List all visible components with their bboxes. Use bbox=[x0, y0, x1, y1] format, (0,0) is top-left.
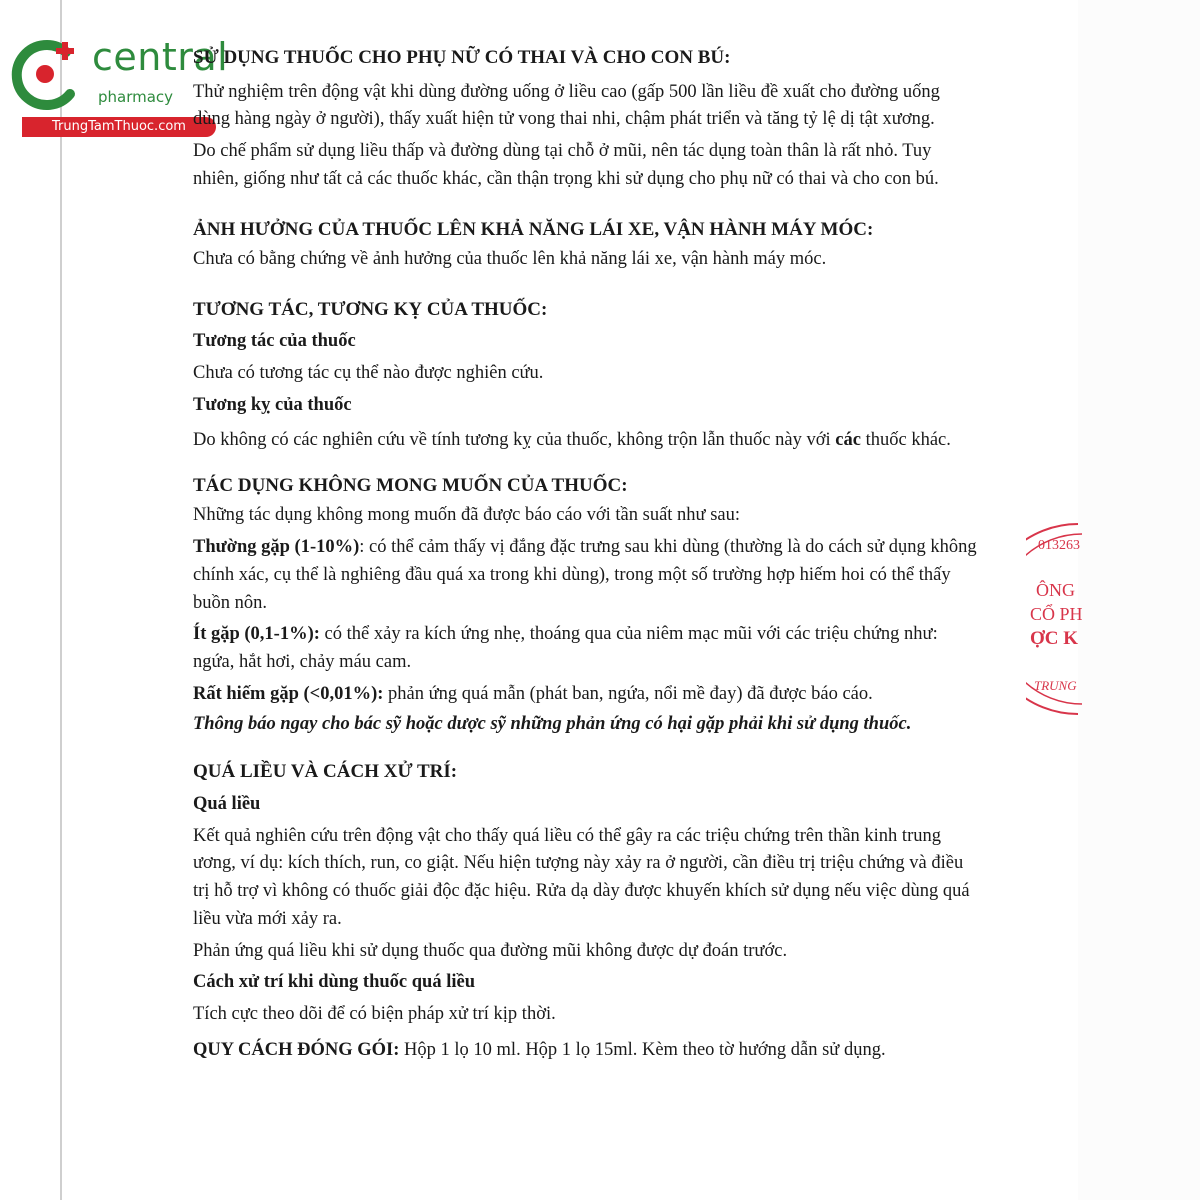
incompatibility-subtitle: Tương kỵ của thuốc bbox=[193, 394, 352, 415]
overdose-subtitle: Quá liều bbox=[193, 793, 261, 814]
side-effects-warning: Thông báo ngay cho bác sỹ hoặc dược sỹ những phản ứng có hại gặp phải khi sử dụng thuốc. bbox=[193, 713, 912, 734]
incompatibility-text-c: thuốc khác. bbox=[860, 429, 951, 450]
common-label: Thường gặp (1-10%) bbox=[193, 537, 360, 558]
rare-label: Rất hiếm gặp (<0,01%): bbox=[193, 683, 384, 704]
uncommon-text: có thể xảy ra kích ứng nhẹ, thoáng qua của niêm mạc mũi với các triệu chứng như: ngứa, hắt hơi, chảy máu cam. bbox=[193, 624, 938, 673]
central-pharmacy-logo[interactable] bbox=[8, 35, 229, 136]
packaging-label: QUY CÁCH ĐÓNG GÓI: bbox=[193, 1039, 400, 1060]
section-title-overdose: QUÁ LIỀU VÀ CÁCH XỬ TRÍ: bbox=[193, 761, 458, 783]
section-title-driving: ẢNH HƯỞNG CỦA THUỐC LÊN KHẢ NĂNG LÁI XE, VẬN HÀNH MÁY MÓC: bbox=[193, 218, 874, 240]
incompatibility-text-a: Do không có các nghiên cứu về tính tương kỵ của thuốc, không trộn lẫn thuốc này với bbox=[193, 429, 836, 450]
site-url[interactable]: TrungTamThuoc.com bbox=[22, 117, 216, 137]
pregnancy-paragraph-2: Do chế phẩm sử dụng liều thấp và đường dùng tại chỗ ở mũi, nên tác dụng toàn thân là rất nhỏ. Tuy nhiên, giống như tất cả các thuốc khác, cần thận trọng khi sử dụng cho phụ nữ có thai và cho con bú. bbox=[193, 141, 939, 189]
overdose-paragraph-1: Kết quả nghiên cứu trên động vật cho thấy quá liều có thể gây ra các triệu chứng trên thần kinh trung ương, ví dụ: kích thích, run, co giật. Nếu hiện tượng này xảy ra ở người, cần điều trị triệu chứng và điều trị hỗ trợ vì không có thuốc giải độc đặc hiệu. Rửa dạ dày được khuyến khích sử dụng nếu việc dùng quá liều vừa mới xảy ra. bbox=[193, 825, 970, 929]
overdose-paragraph-2: Phản ứng quá liều khi sử dụng thuốc qua đường mũi không được dự đoán trước. bbox=[193, 940, 788, 961]
page-edge bbox=[1078, 0, 1200, 1200]
side-effects-common bbox=[193, 534, 978, 617]
section-title-pregnancy: SỬ DỤNG THUỐC CHO PHỤ NỮ CÓ THAI VÀ CHO CON BÚ: bbox=[193, 47, 731, 68]
packaging-line bbox=[193, 1037, 978, 1065]
stamp-line-1: 013263 bbox=[1038, 538, 1080, 553]
overdose-treatment-subtitle: Cách xử trí khi dùng thuốc quá liều bbox=[193, 972, 475, 993]
company-stamp bbox=[1030, 530, 1090, 720]
brand-subtitle: pharmacy bbox=[98, 88, 174, 106]
packaging-text: Hộp 1 lọ 10 ml. Hộp 1 lọ 15ml. Kèm theo tờ hướng dẫn sử dụng. bbox=[399, 1039, 886, 1060]
common-text: : có thể cảm thấy vị đắng đặc trưng sau khi dùng (thường là do cách sử dụng không chính xác, cụ thể là nghiêng đầu quá xa trong khi dùng), trong một số trường hợp hiếm hoi có thể thấy buồn nôn. bbox=[193, 537, 977, 613]
leaflet-content bbox=[193, 44, 978, 1065]
section-title-interactions: TƯƠNG TÁC, TƯƠNG KỴ CỦA THUỐC: bbox=[193, 298, 548, 320]
incompatibility-paragraph bbox=[193, 424, 978, 456]
interactions-subtitle: Tương tác của thuốc bbox=[193, 331, 356, 352]
side-effects-intro: Những tác dụng không mong muốn đã được báo cáo với tần suất như sau: bbox=[193, 505, 740, 526]
incompatibility-text-b: các bbox=[835, 429, 861, 450]
stamp-line-2: ÔNG bbox=[1036, 580, 1075, 600]
brand-name: central bbox=[92, 35, 229, 79]
interactions-paragraph: Chưa có tương tác cụ thể nào được nghiên cứu. bbox=[193, 363, 544, 383]
stamp-line-3: CỔ PH bbox=[1030, 604, 1083, 624]
uncommon-label: Ít gặp (0,1-1%): bbox=[193, 624, 320, 645]
section-title-side-effects: TÁC DỤNG KHÔNG MONG MUỐN CỦA THUỐC: bbox=[193, 474, 628, 496]
side-effects-uncommon bbox=[193, 621, 978, 677]
overdose-treatment-paragraph: Tích cực theo dõi để có biện pháp xử trí kịp thời. bbox=[193, 1004, 556, 1025]
page-margin-line bbox=[60, 0, 62, 1200]
stamp-line-4: ỢC K bbox=[1030, 628, 1079, 649]
central-logo-icon bbox=[8, 36, 88, 116]
pregnancy-paragraph-1: Thử nghiệm trên động vật khi dùng đường uống ở liều cao (gấp 500 lần liều đề xuất cho đường uống dùng hàng ngày ở người), thấy xuất hiện tử vong thai nhi, chậm phát triển và tăng tỷ lệ dị tật xương. bbox=[193, 81, 940, 130]
stamp-line-5: TRUNG bbox=[1034, 678, 1077, 693]
side-effects-rare bbox=[193, 681, 978, 709]
driving-paragraph: Chưa có bằng chứng về ảnh hưởng của thuốc lên khả năng lái xe, vận hành máy móc. bbox=[193, 249, 827, 269]
rare-text: phản ứng quá mẫn (phát ban, ngứa, nổi mề đay) đã được báo cáo. bbox=[383, 683, 873, 704]
